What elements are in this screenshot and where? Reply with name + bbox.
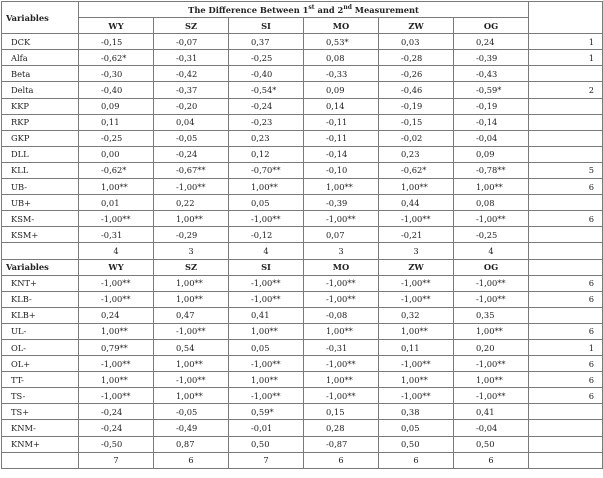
totals-count-cell [529,243,603,259]
value-cell: -0,31 [304,339,379,355]
value-cell: 0,14 [304,98,379,114]
value-cell: -1,00** [229,275,304,291]
value-cell: 0,05 [229,195,304,211]
variable-label: Delta [2,82,79,98]
table-row [2,436,603,452]
value-cell: 0,23 [379,146,454,162]
value-cell: -0,42 [154,66,229,82]
value-cell: 0,54 [154,339,229,355]
column-total: 4 [79,243,154,259]
variable-label: KLB+ [2,307,79,323]
value-cell: -0,23 [229,114,304,130]
value-cell: -0,20 [154,98,229,114]
value-cell: 0,28 [304,420,379,436]
variable-label: KSM+ [2,227,79,243]
value-cell: 0,22 [154,195,229,211]
table-row [2,179,603,195]
table-row [2,420,603,436]
section-header-row [2,259,603,275]
value-cell: -1,00** [454,356,529,372]
column-header: MO [304,18,379,34]
value-cell: -0,62* [79,162,154,178]
variable-label: DCK [2,34,79,50]
variable-label: TS- [2,388,79,404]
value-cell: 0,53* [304,34,379,50]
table-row [2,66,603,82]
value-cell: -1,00** [79,291,154,307]
value-cell: 0,47 [154,307,229,323]
column-header: SZ [154,18,229,34]
value-cell: -1,00** [79,211,154,227]
totals-count-cell [529,452,603,468]
totals-label-cell [2,452,79,468]
column-header: SI [229,259,304,275]
significance-count [529,307,603,323]
value-cell: 0,07 [304,227,379,243]
value-cell: 0,20 [454,339,529,355]
value-cell: -0,24 [79,404,154,420]
value-cell: 0,01 [79,195,154,211]
value-cell: 0,35 [454,307,529,323]
value-cell: -1,00** [454,275,529,291]
value-cell: -0,11 [304,130,379,146]
column-total: 4 [454,243,529,259]
value-cell: 1,00** [379,179,454,195]
value-cell: -0,02 [379,130,454,146]
table-title-row [2,2,603,18]
value-cell: 0,09 [304,82,379,98]
significance-count: 6 [529,388,603,404]
value-cell: 0,41 [454,404,529,420]
value-cell: 0,11 [379,339,454,355]
table-row [2,227,603,243]
variable-label: KNM- [2,420,79,436]
table-title [79,2,529,18]
title-mid: and 2 [314,4,344,15]
value-cell: -0,25 [79,130,154,146]
significance-count [529,114,603,130]
value-cell: -1,00** [379,291,454,307]
value-cell: -0,39 [454,50,529,66]
value-cell: 1,00** [154,388,229,404]
value-cell: -1,00** [79,388,154,404]
value-cell: 0,11 [79,114,154,130]
value-cell: 0,24 [79,307,154,323]
table-row [2,307,603,323]
value-cell: 0,03 [379,34,454,50]
table-row [2,404,603,420]
variable-label: KLB- [2,291,79,307]
value-cell: -0,70** [229,162,304,178]
column-header: WY [79,259,154,275]
value-cell: -0,14 [304,146,379,162]
table-row [2,291,603,307]
value-cell: 1,00** [79,323,154,339]
value-cell: -0,46 [379,82,454,98]
value-cell: 1,00** [79,372,154,388]
value-cell: 1,00** [154,356,229,372]
totals-row [2,243,603,259]
variable-label: TS+ [2,404,79,420]
table-row [2,50,603,66]
value-cell: 1,00** [229,372,304,388]
value-cell: 0,05 [229,339,304,355]
value-cell: -1,00** [229,388,304,404]
value-cell: -0,15 [79,34,154,50]
value-cell: 0,50 [379,436,454,452]
value-cell: -1,00** [154,323,229,339]
column-header-row [2,18,603,34]
value-cell: 1,00** [454,372,529,388]
table-row [2,146,603,162]
value-cell: 1,00** [454,179,529,195]
value-cell: -0,40 [79,82,154,98]
value-cell: 0,09 [454,146,529,162]
table-row [2,388,603,404]
value-cell: -0,37 [154,82,229,98]
value-cell: -0,39 [304,195,379,211]
value-cell: -0,10 [304,162,379,178]
variable-label: KNM+ [2,436,79,452]
significance-count: 6 [529,211,603,227]
value-cell: 1,00** [229,323,304,339]
significance-count: 6 [529,291,603,307]
value-cell: -1,00** [379,356,454,372]
value-cell: -0,87 [304,436,379,452]
value-cell: 0,23 [229,130,304,146]
value-cell: 0,50 [454,436,529,452]
column-total: 6 [154,452,229,468]
value-cell: 1,00** [454,323,529,339]
significance-count [529,227,603,243]
value-cell: -0,40 [229,66,304,82]
value-cell: 0,59* [229,404,304,420]
title-suffix: Measurement [351,4,419,15]
title-prefix: The Difference Between 1 [188,4,309,15]
value-cell: -1,00** [304,211,379,227]
value-cell: -0,11 [304,114,379,130]
value-cell: 0,12 [229,146,304,162]
value-cell: 0,32 [379,307,454,323]
significance-count: 1 [529,339,603,355]
value-cell: 1,00** [154,211,229,227]
results-table-body [2,2,603,469]
value-cell: 0,24 [454,34,529,50]
value-cell: -0,24 [79,420,154,436]
significance-count: 6 [529,275,603,291]
variable-label: Alfa [2,50,79,66]
table-row [2,98,603,114]
variable-label: GKP [2,130,79,146]
value-cell: -0,29 [154,227,229,243]
variable-label: UL- [2,323,79,339]
value-cell: -1,00** [229,211,304,227]
value-cell: 1,00** [79,179,154,195]
variables-header: Variables [2,259,79,275]
value-cell: 0,08 [304,50,379,66]
significance-count: 6 [529,372,603,388]
table-row [2,372,603,388]
significance-count [529,195,603,211]
value-cell: 1,00** [304,179,379,195]
variable-label: DLL [2,146,79,162]
value-cell: -0,19 [379,98,454,114]
value-cell: -0,43 [454,66,529,82]
value-cell: -0,25 [229,50,304,66]
value-cell: -1,00** [79,356,154,372]
column-total: 7 [79,452,154,468]
column-header: ZW [379,259,454,275]
significance-count [529,436,603,452]
count-header-cell [529,2,603,34]
column-header: SZ [154,259,229,275]
significance-count: 2 [529,82,603,98]
significance-count: 6 [529,323,603,339]
value-cell: -1,00** [154,179,229,195]
column-total: 6 [379,452,454,468]
column-total: 4 [229,243,304,259]
value-cell: -0,78** [454,162,529,178]
value-cell: -0,31 [154,50,229,66]
value-cell: -0,01 [229,420,304,436]
variable-label: OL- [2,339,79,355]
value-cell: 1,00** [304,323,379,339]
value-cell: -1,00** [379,388,454,404]
value-cell: -1,00** [454,291,529,307]
variable-label: UB+ [2,195,79,211]
value-cell: -0,05 [154,404,229,420]
variable-label: KLL [2,162,79,178]
table-row [2,275,603,291]
totals-label-cell [2,243,79,259]
table-row [2,323,603,339]
column-total: 3 [304,243,379,259]
value-cell: -0,15 [379,114,454,130]
value-cell: 0,08 [454,195,529,211]
value-cell: -0,24 [154,146,229,162]
column-total: 6 [304,452,379,468]
value-cell: -0,67** [154,162,229,178]
value-cell: -0,62* [79,50,154,66]
value-cell: -0,33 [304,66,379,82]
value-cell: -0,07 [154,34,229,50]
value-cell: -0,21 [379,227,454,243]
value-cell: 0,15 [304,404,379,420]
table-row [2,82,603,98]
column-header: OG [454,18,529,34]
significance-count [529,404,603,420]
value-cell: 0,00 [79,146,154,162]
value-cell: -0,04 [454,420,529,436]
value-cell: 0,09 [79,98,154,114]
value-cell: -0,62* [379,162,454,178]
value-cell: -0,28 [379,50,454,66]
value-cell: -0,05 [154,130,229,146]
column-header: MO [304,259,379,275]
value-cell: 0,04 [154,114,229,130]
value-cell: -1,00** [454,388,529,404]
value-cell: -1,00** [379,275,454,291]
value-cell: -0,31 [79,227,154,243]
table-row [2,339,603,355]
table-row [2,34,603,50]
value-cell: -1,00** [229,356,304,372]
significance-count [529,130,603,146]
column-header: ZW [379,18,454,34]
value-cell: 0,38 [379,404,454,420]
value-cell: 0,05 [379,420,454,436]
table-row [2,162,603,178]
value-cell: -1,00** [454,211,529,227]
results-table [1,1,603,469]
significance-count: 6 [529,179,603,195]
value-cell: -0,24 [229,98,304,114]
value-cell: 0,41 [229,307,304,323]
value-cell: -0,30 [79,66,154,82]
value-cell: 0,87 [154,436,229,452]
column-total: 6 [454,452,529,468]
value-cell: -0,54* [229,82,304,98]
value-cell: -0,49 [154,420,229,436]
value-cell: -1,00** [154,372,229,388]
value-cell: 1,00** [154,291,229,307]
value-cell: -0,14 [454,114,529,130]
title-sup-1: st [308,3,315,11]
value-cell: -1,00** [379,211,454,227]
value-cell: -0,04 [454,130,529,146]
title-sup-2: nd [343,3,352,11]
value-cell: -0,12 [229,227,304,243]
value-cell: -0,26 [379,66,454,82]
column-total: 7 [229,452,304,468]
significance-count [529,420,603,436]
value-cell: 1,00** [304,372,379,388]
table-row [2,114,603,130]
variables-header: Variables [2,2,79,34]
value-cell: -1,00** [79,275,154,291]
column-header: OG [454,259,529,275]
value-cell: -1,00** [304,291,379,307]
significance-count: 6 [529,356,603,372]
totals-row [2,452,603,468]
value-cell: -1,00** [304,388,379,404]
significance-count [529,66,603,82]
value-cell: 1,00** [379,372,454,388]
table-row [2,356,603,372]
table-row [2,211,603,227]
value-cell: 1,00** [154,275,229,291]
table-row [2,130,603,146]
value-cell: -0,50 [79,436,154,452]
value-cell: -1,00** [304,356,379,372]
column-header: WY [79,18,154,34]
value-cell: 1,00** [229,179,304,195]
value-cell: 1,00** [379,323,454,339]
value-cell: -0,59* [454,82,529,98]
significance-count: 1 [529,50,603,66]
variable-label: KNT+ [2,275,79,291]
value-cell: 0,50 [229,436,304,452]
variable-label: KKP [2,98,79,114]
significance-count: 5 [529,162,603,178]
variable-label: KSM- [2,211,79,227]
value-cell: -0,25 [454,227,529,243]
variable-label: Beta [2,66,79,82]
significance-count [529,98,603,114]
variable-label: RKP [2,114,79,130]
count-header-cell [529,259,603,275]
significance-count [529,146,603,162]
column-header: SI [229,18,304,34]
value-cell: 0,44 [379,195,454,211]
significance-count: 1 [529,34,603,50]
value-cell: 0,79** [79,339,154,355]
variable-label: OL+ [2,356,79,372]
value-cell: -0,08 [304,307,379,323]
variable-label: TT- [2,372,79,388]
column-total: 3 [154,243,229,259]
value-cell: -0,19 [454,98,529,114]
value-cell: -1,00** [229,291,304,307]
value-cell: 0,37 [229,34,304,50]
variable-label: UB- [2,179,79,195]
value-cell: -1,00** [304,275,379,291]
results-table-container [1,1,602,469]
column-total: 3 [379,243,454,259]
table-row [2,195,603,211]
